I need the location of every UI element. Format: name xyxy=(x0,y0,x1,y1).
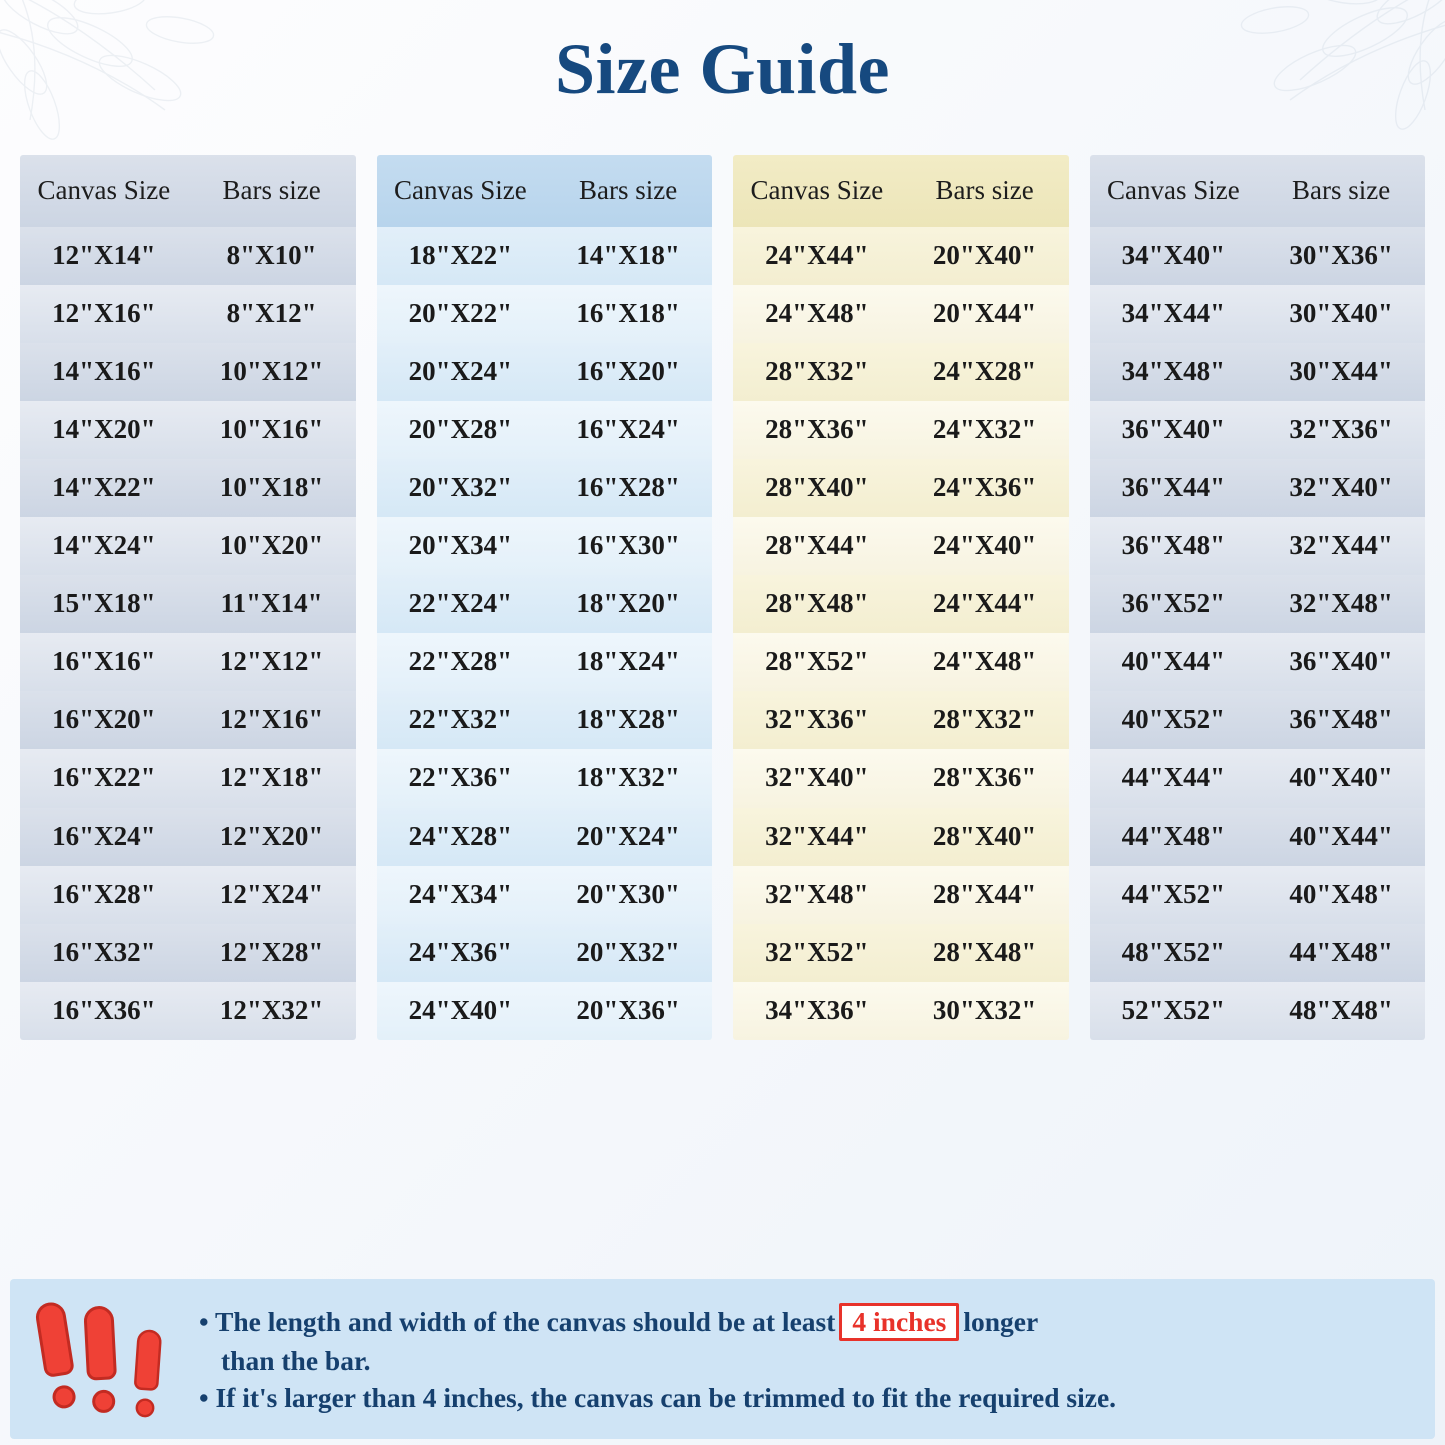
table-row xyxy=(377,982,713,1040)
bars-size-cell: 18"X24" xyxy=(544,633,712,691)
bars-size-cell: 36"X48" xyxy=(1257,691,1425,749)
bars-size-cell: 12"X24" xyxy=(188,866,356,924)
bars-size-cell: 10"X20" xyxy=(188,517,356,575)
canvas-size-cell: 16"X22" xyxy=(20,749,188,807)
size-table xyxy=(20,155,356,1040)
bars-size-cell: 36"X40" xyxy=(1257,633,1425,691)
canvas-size-cell: 28"X44" xyxy=(733,517,901,575)
size-table xyxy=(733,155,1069,1040)
note-bullet-1-continuation: than the bar. xyxy=(221,1345,371,1377)
table-row xyxy=(733,633,1069,691)
table-row xyxy=(20,691,356,749)
bars-size-cell: 16"X28" xyxy=(544,459,712,517)
canvas-size-cell: 16"X32" xyxy=(20,924,188,982)
bars-size-cell: 20"X44" xyxy=(901,285,1069,343)
table-row xyxy=(1090,982,1426,1040)
bars-size-cell: 24"X36" xyxy=(901,459,1069,517)
bars-size-cell: 12"X32" xyxy=(188,982,356,1040)
table-row xyxy=(20,633,356,691)
bars-size-cell: 24"X28" xyxy=(901,343,1069,401)
canvas-size-cell: 15"X18" xyxy=(20,575,188,633)
table-row xyxy=(733,517,1069,575)
canvas-size-cell: 24"X28" xyxy=(377,808,545,866)
canvas-size-cell: 32"X40" xyxy=(733,749,901,807)
canvas-size-cell: 52"X52" xyxy=(1090,982,1258,1040)
bars-size-cell: 12"X20" xyxy=(188,808,356,866)
bars-size-cell: 24"X48" xyxy=(901,633,1069,691)
note-bullet-1-part2: longer xyxy=(963,1305,1039,1337)
bars-size-cell: 24"X32" xyxy=(901,401,1069,459)
table-row xyxy=(733,691,1069,749)
header-canvas-size: Canvas Size xyxy=(20,155,188,227)
header-bars-size: Bars size xyxy=(544,155,712,227)
canvas-size-cell: 16"X28" xyxy=(20,866,188,924)
canvas-size-cell: 24"X48" xyxy=(733,285,901,343)
bars-size-cell: 8"X12" xyxy=(188,285,356,343)
size-table xyxy=(377,155,713,1040)
bars-size-cell: 40"X44" xyxy=(1257,808,1425,866)
canvas-size-cell: 20"X22" xyxy=(377,285,545,343)
table-row xyxy=(20,401,356,459)
table-row xyxy=(377,633,713,691)
canvas-size-cell: 20"X28" xyxy=(377,401,545,459)
note-highlight-4-inches: 4 inches xyxy=(839,1303,959,1341)
canvas-size-cell: 34"X36" xyxy=(733,982,901,1040)
bars-size-cell: 20"X24" xyxy=(544,808,712,866)
bars-size-cell: 10"X12" xyxy=(188,343,356,401)
table-row xyxy=(377,691,713,749)
canvas-size-cell: 20"X34" xyxy=(377,517,545,575)
canvas-size-cell: 36"X48" xyxy=(1090,517,1258,575)
canvas-size-cell: 18"X22" xyxy=(377,227,545,285)
table-header-row xyxy=(20,155,356,227)
bars-size-cell: 20"X36" xyxy=(544,982,712,1040)
table-row xyxy=(20,517,356,575)
bars-size-cell: 30"X44" xyxy=(1257,343,1425,401)
table-row xyxy=(20,924,356,982)
table-row xyxy=(377,459,713,517)
canvas-size-cell: 22"X28" xyxy=(377,633,545,691)
bars-size-cell: 30"X40" xyxy=(1257,285,1425,343)
bars-size-cell: 16"X18" xyxy=(544,285,712,343)
canvas-size-cell: 24"X40" xyxy=(377,982,545,1040)
note-text xyxy=(199,1301,1417,1418)
bars-size-cell: 40"X40" xyxy=(1257,749,1425,807)
canvas-size-cell: 36"X52" xyxy=(1090,575,1258,633)
canvas-size-cell: 22"X36" xyxy=(377,749,545,807)
bars-size-cell: 14"X18" xyxy=(544,227,712,285)
bars-size-cell: 12"X12" xyxy=(188,633,356,691)
bars-size-cell: 12"X28" xyxy=(188,924,356,982)
canvas-size-cell: 24"X36" xyxy=(377,924,545,982)
table-row xyxy=(1090,575,1426,633)
canvas-size-cell: 14"X20" xyxy=(20,401,188,459)
header-canvas-size: Canvas Size xyxy=(377,155,545,227)
bars-size-cell: 20"X32" xyxy=(544,924,712,982)
bars-size-cell: 16"X24" xyxy=(544,401,712,459)
bars-size-cell: 28"X48" xyxy=(901,924,1069,982)
table-row xyxy=(20,982,356,1040)
table-row xyxy=(377,401,713,459)
bars-size-cell: 24"X40" xyxy=(901,517,1069,575)
bars-size-cell: 32"X40" xyxy=(1257,459,1425,517)
canvas-size-cell: 34"X40" xyxy=(1090,227,1258,285)
bars-size-cell: 28"X36" xyxy=(901,749,1069,807)
table-row xyxy=(20,749,356,807)
table-row xyxy=(1090,227,1426,285)
page-title: Size Guide xyxy=(554,29,890,109)
canvas-size-cell: 34"X48" xyxy=(1090,343,1258,401)
bars-size-cell: 30"X32" xyxy=(901,982,1069,1040)
header-bars-size: Bars size xyxy=(1257,155,1425,227)
bars-size-cell: 32"X48" xyxy=(1257,575,1425,633)
canvas-size-cell: 16"X24" xyxy=(20,808,188,866)
canvas-size-cell: 20"X32" xyxy=(377,459,545,517)
table-row xyxy=(377,924,713,982)
table-row xyxy=(1090,924,1426,982)
canvas-size-cell: 12"X16" xyxy=(20,285,188,343)
canvas-size-cell: 28"X48" xyxy=(733,575,901,633)
exclamation-icon xyxy=(132,1329,163,1418)
table-row xyxy=(1090,866,1426,924)
canvas-size-cell: 40"X52" xyxy=(1090,691,1258,749)
canvas-size-cell: 28"X52" xyxy=(733,633,901,691)
canvas-size-cell: 44"X48" xyxy=(1090,808,1258,866)
canvas-size-cell: 36"X44" xyxy=(1090,459,1258,517)
bars-size-cell: 48"X48" xyxy=(1257,982,1425,1040)
size-table xyxy=(1090,155,1426,1040)
table-row xyxy=(733,982,1069,1040)
bars-size-cell: 44"X48" xyxy=(1257,924,1425,982)
note-bullet-1 xyxy=(199,1303,1417,1341)
table-row xyxy=(733,808,1069,866)
canvas-size-cell: 48"X52" xyxy=(1090,924,1258,982)
table-row xyxy=(733,285,1069,343)
bars-size-cell: 18"X32" xyxy=(544,749,712,807)
table-row xyxy=(20,227,356,285)
canvas-size-cell: 32"X52" xyxy=(733,924,901,982)
table-row xyxy=(733,459,1069,517)
bars-size-cell: 24"X44" xyxy=(901,575,1069,633)
bars-size-cell: 30"X36" xyxy=(1257,227,1425,285)
table-row xyxy=(733,227,1069,285)
table-row xyxy=(1090,749,1426,807)
table-row xyxy=(377,285,713,343)
table-row xyxy=(733,924,1069,982)
canvas-size-cell: 22"X24" xyxy=(377,575,545,633)
bars-size-cell: 28"X44" xyxy=(901,866,1069,924)
header-canvas-size: Canvas Size xyxy=(1090,155,1258,227)
note-banner xyxy=(10,1279,1435,1439)
table-row xyxy=(20,343,356,401)
canvas-size-cell: 16"X16" xyxy=(20,633,188,691)
table-row xyxy=(1090,691,1426,749)
canvas-size-cell: 40"X44" xyxy=(1090,633,1258,691)
table-row xyxy=(1090,285,1426,343)
table-row xyxy=(733,343,1069,401)
canvas-size-cell: 34"X44" xyxy=(1090,285,1258,343)
table-row xyxy=(377,517,713,575)
canvas-size-cell: 32"X48" xyxy=(733,866,901,924)
canvas-size-cell: 16"X20" xyxy=(20,691,188,749)
note-bullet-1-part1: • The length and width of the canvas should be at least xyxy=(199,1305,836,1337)
header-bars-size: Bars size xyxy=(901,155,1069,227)
bars-size-cell: 32"X36" xyxy=(1257,401,1425,459)
bars-size-cell: 11"X14" xyxy=(188,575,356,633)
table-row xyxy=(733,866,1069,924)
table-row xyxy=(377,227,713,285)
bars-size-cell: 32"X44" xyxy=(1257,517,1425,575)
table-row xyxy=(20,575,356,633)
table-row xyxy=(1090,808,1426,866)
bars-size-cell: 18"X20" xyxy=(544,575,712,633)
bars-size-cell: 28"X32" xyxy=(901,691,1069,749)
exclamation-marks-icon xyxy=(24,1284,199,1434)
table-header-row xyxy=(733,155,1069,227)
table-header-row xyxy=(377,155,713,227)
table-row xyxy=(20,459,356,517)
table-row xyxy=(1090,401,1426,459)
bars-size-cell: 16"X20" xyxy=(544,343,712,401)
canvas-size-cell: 28"X32" xyxy=(733,343,901,401)
bars-size-cell: 20"X40" xyxy=(901,227,1069,285)
canvas-size-cell: 24"X34" xyxy=(377,866,545,924)
table-row xyxy=(377,808,713,866)
canvas-size-cell: 28"X40" xyxy=(733,459,901,517)
canvas-size-cell: 24"X44" xyxy=(733,227,901,285)
bars-size-cell: 16"X30" xyxy=(544,517,712,575)
bars-size-cell: 18"X28" xyxy=(544,691,712,749)
table-row xyxy=(377,749,713,807)
exclamation-icon xyxy=(34,1300,80,1410)
bars-size-cell: 10"X16" xyxy=(188,401,356,459)
table-row xyxy=(20,866,356,924)
table-row xyxy=(733,749,1069,807)
table-row xyxy=(1090,517,1426,575)
table-row xyxy=(1090,343,1426,401)
table-row xyxy=(377,575,713,633)
table-row xyxy=(733,575,1069,633)
canvas-size-cell: 22"X32" xyxy=(377,691,545,749)
bars-size-cell: 8"X10" xyxy=(188,227,356,285)
table-row xyxy=(1090,459,1426,517)
bars-size-cell: 28"X40" xyxy=(901,808,1069,866)
exclamation-icon xyxy=(83,1305,119,1413)
canvas-size-cell: 44"X52" xyxy=(1090,866,1258,924)
table-row xyxy=(733,401,1069,459)
note-bullet-2: • If it's larger than 4 inches, the canvas can be trimmed to fit the required size. xyxy=(199,1382,1117,1414)
bars-size-cell: 20"X30" xyxy=(544,866,712,924)
canvas-size-cell: 14"X24" xyxy=(20,517,188,575)
table-row xyxy=(377,343,713,401)
size-tables-container xyxy=(20,155,1425,1040)
canvas-size-cell: 28"X36" xyxy=(733,401,901,459)
canvas-size-cell: 20"X24" xyxy=(377,343,545,401)
canvas-size-cell: 32"X44" xyxy=(733,808,901,866)
canvas-size-cell: 32"X36" xyxy=(733,691,901,749)
table-header-row xyxy=(1090,155,1426,227)
canvas-size-cell: 44"X44" xyxy=(1090,749,1258,807)
canvas-size-cell: 36"X40" xyxy=(1090,401,1258,459)
bars-size-cell: 12"X16" xyxy=(188,691,356,749)
bars-size-cell: 10"X18" xyxy=(188,459,356,517)
canvas-size-cell: 14"X22" xyxy=(20,459,188,517)
canvas-size-cell: 14"X16" xyxy=(20,343,188,401)
bars-size-cell: 40"X48" xyxy=(1257,866,1425,924)
table-row xyxy=(20,285,356,343)
canvas-size-cell: 16"X36" xyxy=(20,982,188,1040)
table-row xyxy=(377,866,713,924)
header-bars-size: Bars size xyxy=(188,155,356,227)
bars-size-cell: 12"X18" xyxy=(188,749,356,807)
canvas-size-cell: 12"X14" xyxy=(20,227,188,285)
table-row xyxy=(20,808,356,866)
header-canvas-size: Canvas Size xyxy=(733,155,901,227)
table-row xyxy=(1090,633,1426,691)
